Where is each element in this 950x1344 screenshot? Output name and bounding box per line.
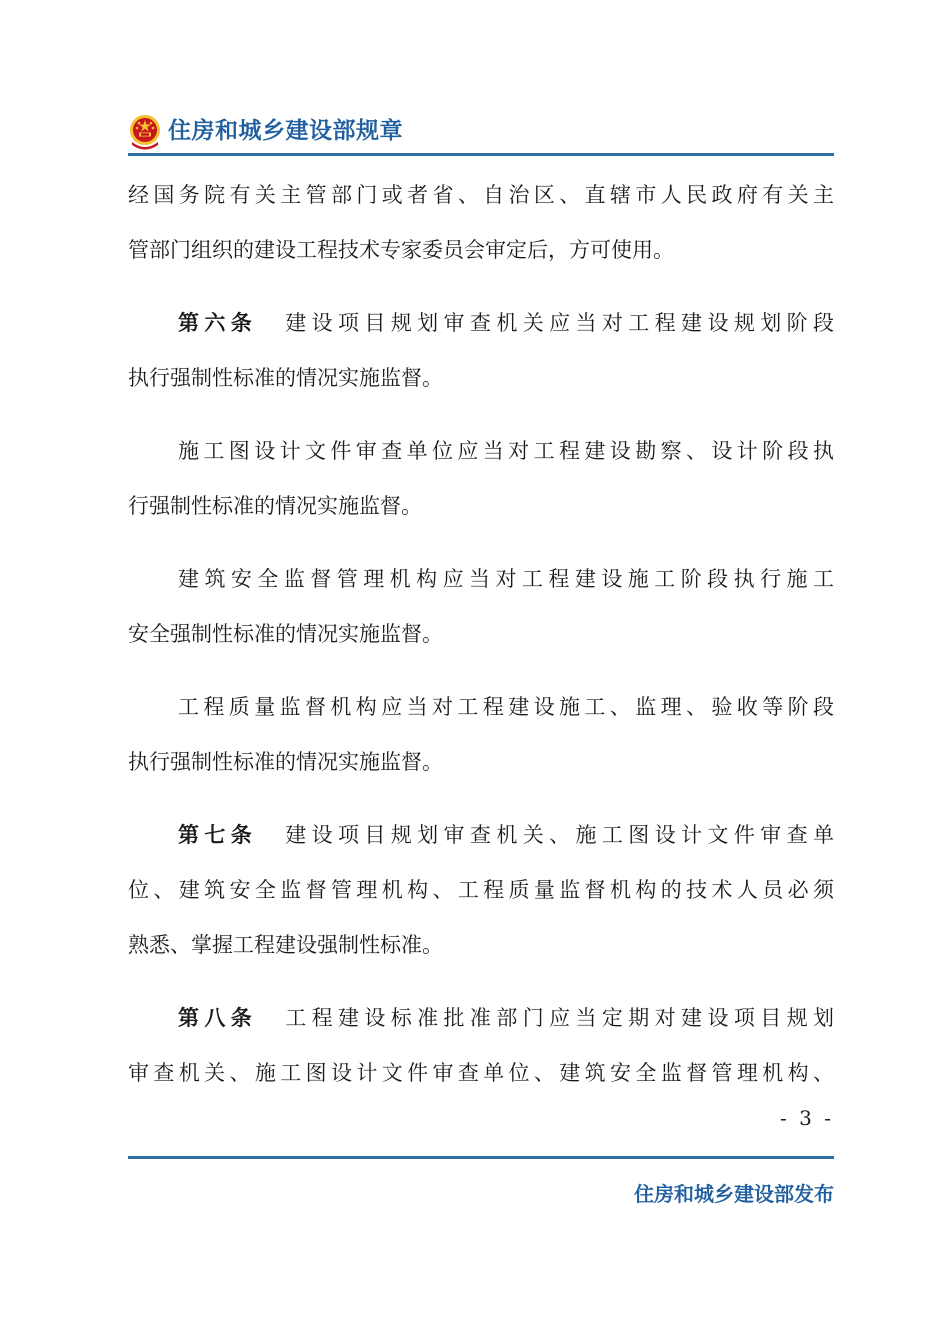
article-heading: 第八条 <box>178 1006 258 1030</box>
text-line: 审查机关、施工图设计文件审查单位、建筑安全监督管理机构、 <box>128 1061 834 1085</box>
text-line <box>128 296 834 351</box>
national-emblem-icon <box>128 114 162 150</box>
text-line: 执行强制性标准的情况实施监督。 <box>128 366 443 390</box>
article-heading: 第七条 <box>178 823 258 847</box>
page-header <box>128 112 834 156</box>
text-line: 工程质量监督机构应当对工程建设施工、监理、验收等阶段 <box>178 695 834 719</box>
article-heading: 第六条 <box>178 311 258 335</box>
footer-divider <box>128 1156 834 1159</box>
paragraph-quality-supervision <box>128 680 834 790</box>
paragraph-continuation <box>128 168 834 278</box>
article-eight <box>128 991 834 1101</box>
page-number: - 3 - <box>780 1106 834 1130</box>
text-line: 熟悉、掌握工程建设强制性标准。 <box>128 933 443 957</box>
document-body <box>128 168 834 1101</box>
article-seven <box>128 808 834 973</box>
text-line: 位、建筑安全监督管理机构、工程质量监督机构的技术人员必须 <box>128 878 834 902</box>
text-line: 安全强制性标准的情况实施监督。 <box>128 622 443 646</box>
paragraph-drawing-review <box>128 424 834 534</box>
text-line: 经国务院有关主管部门或者省、自治区、直辖市人民政府有关主 <box>128 183 834 207</box>
article-six <box>128 296 834 406</box>
paragraph-safety-supervision <box>128 552 834 662</box>
footer-publisher: 住房和城乡建设部发布 <box>634 1182 834 1206</box>
text-line <box>128 991 834 1046</box>
text-line <box>128 808 834 863</box>
header-divider <box>128 153 834 156</box>
text-line: 管部门组织的建设工程技术专家委员会审定后，方可使用。 <box>128 238 674 262</box>
text-line: 建筑安全监督管理机构应当对工程建设施工阶段执行施工 <box>178 567 834 591</box>
text-line: 施工图设计文件审查单位应当对工程建设勘察、设计阶段执 <box>178 439 834 463</box>
text-line: 行强制性标准的情况实施监督。 <box>128 494 422 518</box>
article-text: 建设项目规划审查机关、施工图设计文件审查单 <box>285 823 834 847</box>
header-title: 住房和城乡建设部规章 <box>168 118 403 144</box>
text-line: 执行强制性标准的情况实施监督。 <box>128 750 443 774</box>
article-text: 工程建设标准批准部门应当定期对建设项目规划 <box>285 1006 834 1030</box>
article-text: 建设项目规划审查机关应当对工程建设规划阶段 <box>285 311 834 335</box>
